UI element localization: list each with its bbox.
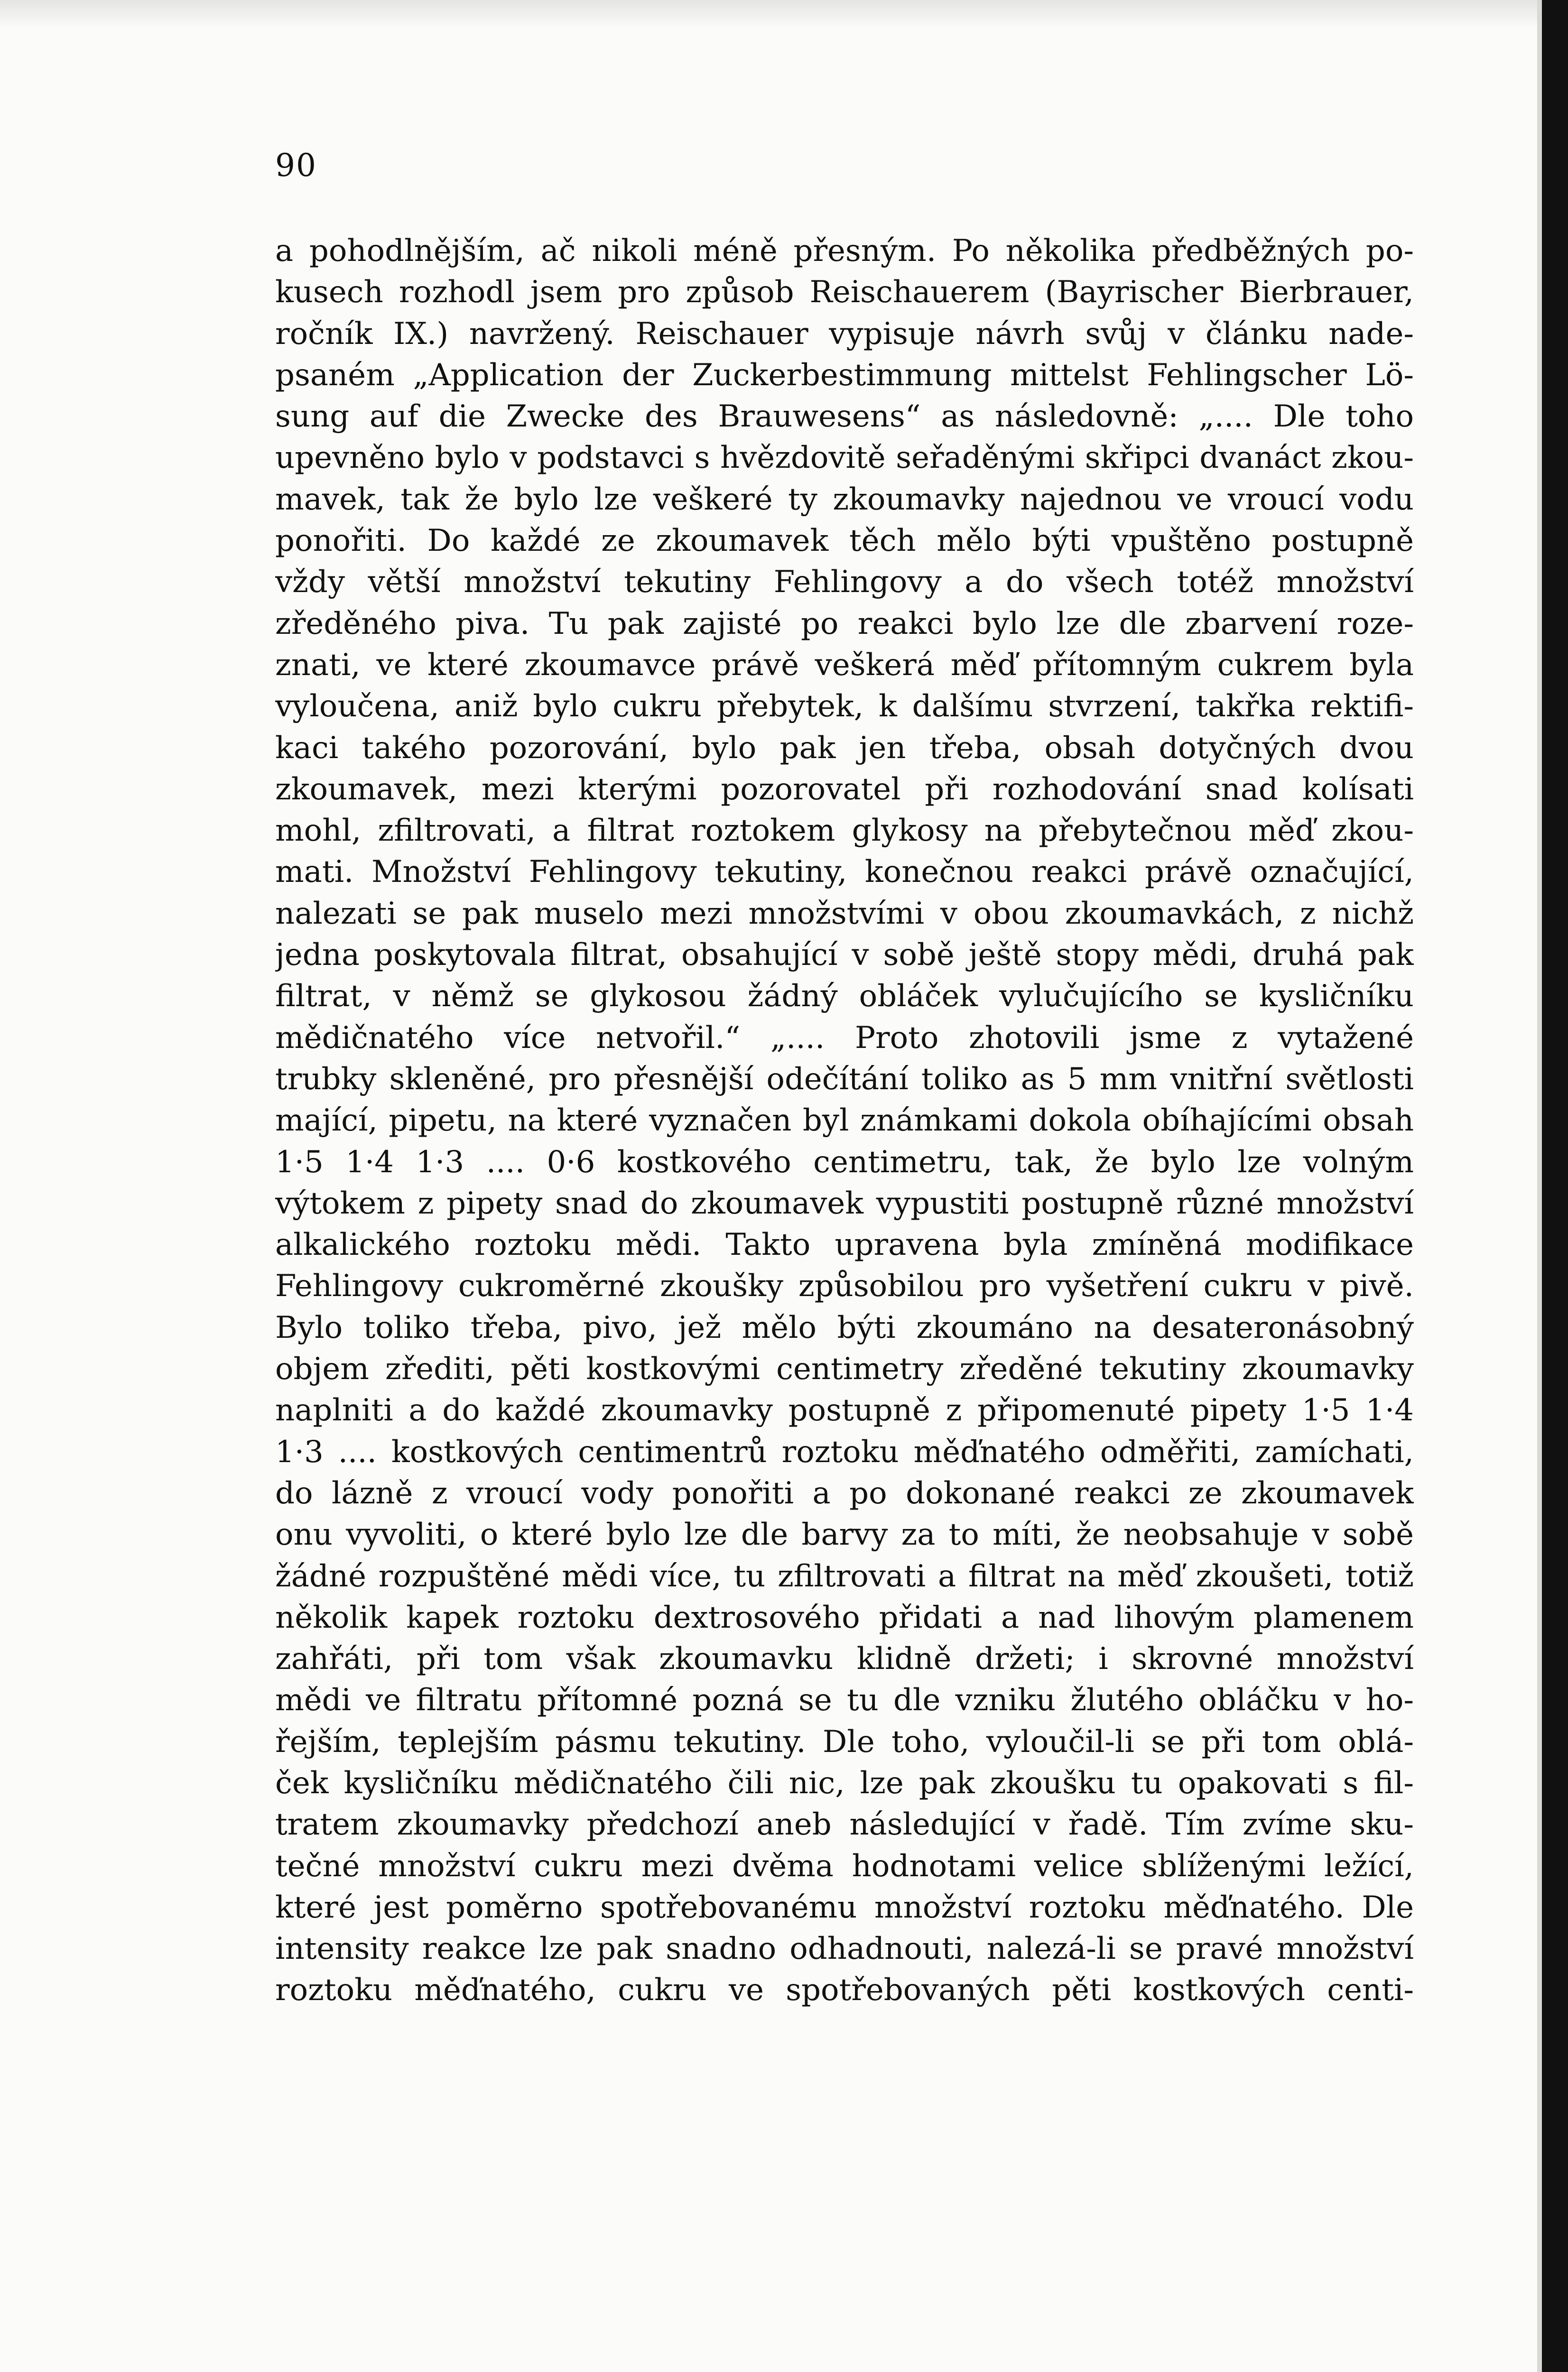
text-line: Fehlingovy cukroměrné zkoušky způsobilou pro vyšetření cukru v pivě. [275, 1269, 1414, 1304]
text-line: ročník IX.) navržený. Reischauer vypisuje návrh svůj v článku nade- [275, 316, 1414, 352]
text-line: mědi ve filtratu přítomné pozná se tu dle vzniku žlutého obláčku v ho- [275, 1683, 1414, 1718]
text-line: mohl, zfiltrovati, a filtrat roztokem glykosy na přebytečnou měď zkou- [275, 813, 1414, 849]
text-line: sung auf die Zwecke des Brauwesens“ as následovně: „.... Dle toho [275, 399, 1414, 435]
text-line: mědičnatého více netvořil.“ „.... Proto zhotovili jsme z vytažené [275, 1020, 1414, 1056]
text-line: žádné rozpuštěné mědi více, tu zfiltrovati a filtrat na měď zkoušeti, totiž [275, 1558, 1414, 1594]
text-line: objem zřediti, pěti kostkovými centimetry zředěné tekutiny zkoumavky [275, 1352, 1414, 1387]
text-line: do lázně z vroucí vody ponořiti a po dokonané reakci ze zkoumavek [275, 1475, 1414, 1511]
text-line: tečné množství cukru mezi dvěma hodnotami velice sblíženými ležící, [275, 1848, 1414, 1884]
text-line: zahřáti, při tom však zkoumavku klidně držeti; i skrovné množství [275, 1641, 1414, 1677]
text-line: vyloučena, aniž bylo cukru přebytek, k dalšímu stvrzení, takřka rektifi- [275, 689, 1414, 724]
text-line: 1·3 .... kostkových centimentrů roztoku měďnatého odměřiti, zamíchati, [275, 1434, 1414, 1470]
text-line: nalezati se pak muselo mezi množstvími v obou zkoumavkách, z nichž [275, 896, 1414, 931]
text-line: filtrat, v němž se glykosou žádný obláček vylučujícího se kysličníku [275, 979, 1414, 1014]
text-line: jedna poskytovala filtrat, obsahující v sobě ještě stopy mědi, druhá pak [275, 937, 1414, 973]
text-line: intensity reakce lze pak snadno odhadnouti, nalezá-li se pravé množství [275, 1931, 1414, 1967]
text-line: naplniti a do každé zkoumavky postupně z připomenuté pipety 1·5 1·4 [275, 1393, 1414, 1428]
text-line: onu vyvoliti, o které bylo lze dle barvy za to míti, že neobsahuje v sobě [275, 1517, 1414, 1553]
text-line: roztoku měďnatého, cukru ve spotřebovaných pěti kostkových centi- [275, 1973, 1414, 2008]
text-line: kusech rozhodl jsem pro způsob Reischauerem (Bayrischer Bierbrauer, [275, 275, 1414, 310]
text-line: znati, ve které zkoumavce právě veškerá měď přítomným cukrem byla [275, 647, 1414, 683]
text-line: zkoumavek, mezi kterými pozorovatel při rozhodování snad kolísati [275, 771, 1414, 807]
text-line: kaci takého pozorování, bylo pak jen třeba, obsah dotyčných dvou [275, 730, 1414, 766]
text-line: Bylo toliko třeba, pivo, jež mělo býti zkoumáno na desateronásobný [275, 1310, 1414, 1345]
scan-right-shadow [1537, 0, 1542, 2372]
text-line: trubky skleněné, pro přesnější odečítání toliko as 5 mm vnitřní světlosti [275, 1061, 1414, 1097]
text-line: ponořiti. Do každé ze zkoumavek těch mělo býti vpuštěno postupně [275, 523, 1414, 559]
text-line: mající, pipetu, na které vyznačen byl známkami dokola obíhajícími obsah [275, 1103, 1414, 1139]
text-line: několik kapek roztoku dextrosového přidati a nad lihovým plamenem [275, 1600, 1414, 1635]
text-line: 1·5 1·4 1·3 .... 0·6 kostkového centimetru, tak, že bylo lze volným [275, 1144, 1414, 1180]
scan-top-edge [0, 0, 1542, 28]
text-line: vždy větší množství tekutiny Fehlingovy a do všech totéž množství [275, 565, 1414, 600]
text-line: které jest poměrno spotřebovanému množství roztoku měďnatého. Dle [275, 1890, 1414, 1925]
text-line: upevněno bylo v podstavci s hvězdovitě seřaděnými skřipci dvanáct zkou- [275, 440, 1414, 476]
text-line: psaném „Application der Zuckerbestimmung mittelst Fehlingscher Lö- [275, 357, 1414, 393]
text-line: alkalického roztoku mědi. Takto upravena byla zmíněná modifikace [275, 1227, 1414, 1263]
text-line: zředěného piva. Tu pak zajisté po reakci bylo lze dle zbarvení roze- [275, 606, 1414, 641]
text-line: a pohodlnějším, ač nikoli méně přesným. Po několika předběžných po- [275, 233, 1414, 269]
text-line: mavek, tak že bylo lze veškeré ty zkoumavky najednou ve vroucí vodu [275, 482, 1414, 517]
text-line: ček kysličníku mědičnatého čili nic, lze pak zkoušku tu opakovati s fil- [275, 1765, 1414, 1801]
text-line: mati. Množství Fehlingovy tekutiny, konečnou reakci právě označující, [275, 854, 1414, 890]
text-line: výtokem z pipety snad do zkoumavek vypustiti postupně různé množství [275, 1186, 1414, 1221]
scan-right-border [1542, 0, 1568, 2372]
page-number: 90 [275, 147, 317, 184]
text-line: tratem zkoumavky předchozí aneb následující v řadě. Tím zvíme sku- [275, 1807, 1414, 1843]
text-line: řejším, teplejším pásmu tekutiny. Dle toho, vyloučil-li se při tom oblá- [275, 1724, 1414, 1760]
body-text [275, 231, 1414, 2011]
